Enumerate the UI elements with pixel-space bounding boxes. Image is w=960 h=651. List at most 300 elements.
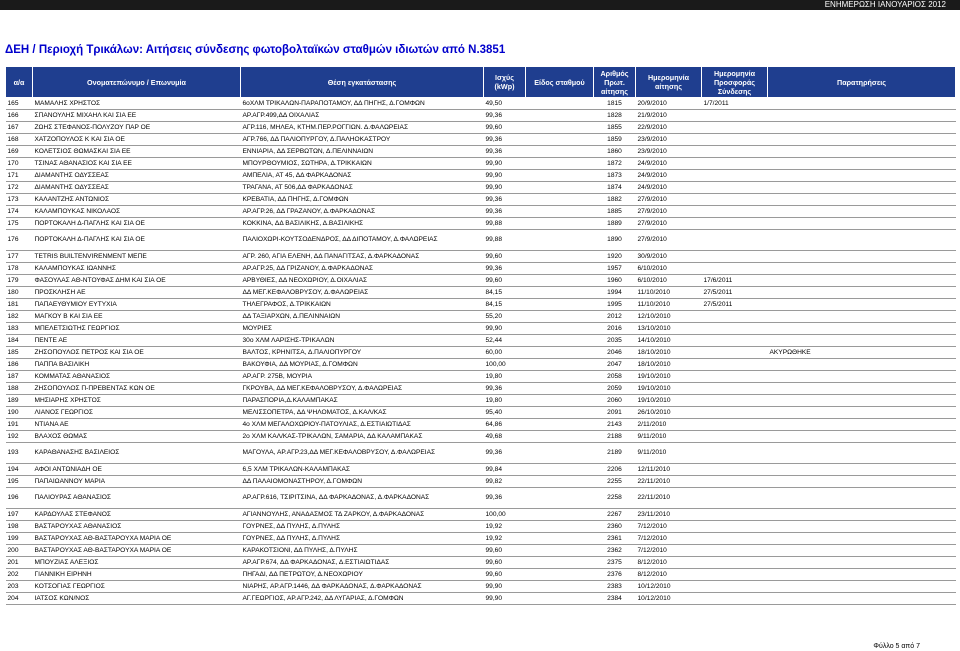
table-cell: 2188 (594, 431, 636, 443)
table-cell: 22/11/2010 (636, 476, 702, 488)
table-cell: 99,88 (484, 218, 526, 230)
table-cell: 18/10/2010 (636, 359, 702, 371)
table-cell: 8/12/2010 (636, 569, 702, 581)
table-cell: 175 (6, 218, 33, 230)
table-cell: 170 (6, 158, 33, 170)
table-cell (768, 134, 956, 146)
table-cell (526, 311, 594, 323)
table-cell: ΔΔ ΠΑΛΑΙΟΜΟΝΑΣΤΗΡΟΥ, Δ.ΓΟΜΦΩΝ (241, 476, 484, 488)
table-cell: ΛΙΑΝΟΣ ΓΕΩΡΓΙΟΣ (33, 407, 241, 419)
table-row (6, 359, 956, 371)
table-cell: ΒΑΣΤΑΡΟΥΧΑΣ ΑΘ-ΒΑΣΤΑΡΟΥΧΑ ΜΑΡΙΑ ΟΕ (33, 545, 241, 557)
table-cell (526, 122, 594, 134)
table-cell: 1920 (594, 251, 636, 263)
table-row (6, 383, 956, 395)
table-cell: 19,92 (484, 521, 526, 533)
table-cell (702, 545, 768, 557)
table-cell: 99,82 (484, 476, 526, 488)
table-cell: 189 (6, 395, 33, 407)
table-cell (768, 299, 956, 311)
table-cell: 17/6/2011 (702, 275, 768, 287)
column-header: Ισχύς (kWp) (484, 67, 526, 98)
table-cell: 19/10/2010 (636, 383, 702, 395)
table-cell (526, 557, 594, 569)
table-cell: 27/5/2011 (702, 287, 768, 299)
table-cell: 49,68 (484, 431, 526, 443)
table-cell (702, 407, 768, 419)
table-cell (526, 323, 594, 335)
table-cell: 177 (6, 251, 33, 263)
table-cell: 20/9/2010 (636, 98, 702, 110)
table-cell: 200 (6, 545, 33, 557)
table-cell (526, 521, 594, 533)
table-cell: 185 (6, 347, 33, 359)
table-cell (702, 488, 768, 509)
table-cell: 2361 (594, 533, 636, 545)
table-cell (526, 206, 594, 218)
table-cell: 1995 (594, 299, 636, 311)
table-cell (702, 335, 768, 347)
table-cell: 184 (6, 335, 33, 347)
table-cell (702, 593, 768, 605)
column-header: α/α (6, 67, 33, 98)
table-cell: ΤΗΛΕΓΡΑΦΟΣ, Δ.ΤΡΙΚΚΑΙΩΝ (241, 299, 484, 311)
table-cell: 197 (6, 509, 33, 521)
table-cell: ΒΛΑΧΟΣ ΘΩΜΑΣ (33, 431, 241, 443)
table-row (6, 419, 956, 431)
table-cell: ΜΠΟΥΖΙΑΣ ΑΛΕΞΙΟΣ (33, 557, 241, 569)
table-cell: ΑΜΠΕΛΙΑ, ΑΤ 45, ΔΔ ΦΑΡΚΑΔΟΝΑΣ (241, 170, 484, 182)
table-cell (702, 581, 768, 593)
table-cell: 84,15 (484, 287, 526, 299)
table-cell: ΑΡ.ΑΓΡ.616, ΤΣΙΡΙΤΣΙΝΑ, ΔΔ ΦΑΡΚΑΔΟΝΑΣ, Δ.ΦΑΡΚΑΔΟΝΑΣ (241, 488, 484, 509)
table-row (6, 311, 956, 323)
table-cell: ΑΡ.ΑΓΡ.674, ΔΔ ΦΑΡΚΑΔΟΝΑΣ, Δ.ΕΣΤΙΑΙΩΤΙΔΑΣ (241, 557, 484, 569)
table-cell (526, 299, 594, 311)
table-cell: 169 (6, 146, 33, 158)
table-cell (768, 464, 956, 476)
table-cell (768, 230, 956, 251)
table-cell: 10/12/2010 (636, 581, 702, 593)
table-cell: 196 (6, 488, 33, 509)
table-cell: ΑΡ.ΑΓΡ.26, ΔΔ ΓΡΑΖΑΝΟΥ, Δ.ΦΑΡΚΑΔΟΝΑΣ (241, 206, 484, 218)
table-cell (768, 359, 956, 371)
table-cell (768, 593, 956, 605)
table-cell: 2/11/2010 (636, 419, 702, 431)
table-cell: 55,20 (484, 311, 526, 323)
table-cell: 195 (6, 476, 33, 488)
table-cell (702, 122, 768, 134)
table-cell (702, 182, 768, 194)
table-cell: 188 (6, 383, 33, 395)
table-cell: 178 (6, 263, 33, 275)
table-cell: ΜΠΟΥΡΘΟΥΜΙΟΣ, ΣΩΤΗΡΑ, Δ.ΤΡΙΚΚΑΙΩΝ (241, 158, 484, 170)
table-cell: 4ο ΧΛΜ ΜΕΓΑΛΟΧΩΡΙΟΥ-ΠΑΤΟΥΛΙΑΣ, Δ.ΕΣΤΙΑΙΩΤΙΔΑΣ (241, 419, 484, 431)
table-cell (526, 98, 594, 110)
table-cell: 6οΧΛΜ ΤΡΙΚΑΛΩΝ-ΠΑΡΑΠΟΤΑΜΟΥ, ΔΔ ΠΗΓΗΣ, Δ.ΓΟΜΦΩΝ (241, 98, 484, 110)
column-header: Παρατηρήσεις (768, 67, 956, 98)
table-cell (702, 383, 768, 395)
table-cell (702, 263, 768, 275)
table-cell: 22/11/2010 (636, 488, 702, 509)
table-cell (702, 323, 768, 335)
table-cell: 27/9/2010 (636, 230, 702, 251)
table-cell: 27/5/2011 (702, 299, 768, 311)
table-row (6, 593, 956, 605)
table-cell: 30/9/2010 (636, 251, 702, 263)
table-cell: 99,36 (484, 110, 526, 122)
table-cell: 99,90 (484, 182, 526, 194)
table-cell: ΔΙΑΜΑΝΤΗΣ ΟΔΥΣΣΕΑΣ (33, 170, 241, 182)
table-cell: ΝΤΙΑΝΑ ΑΕ (33, 419, 241, 431)
table-cell: 1882 (594, 194, 636, 206)
table-cell: 52,44 (484, 335, 526, 347)
table-row (6, 206, 956, 218)
table-cell: 99,36 (484, 443, 526, 464)
column-header: Ονοματεπώνυμο / Επωνυμία (33, 67, 241, 98)
table-cell: 21/9/2010 (636, 110, 702, 122)
table-cell: 6,5 ΧΛΜ ΤΡΙΚΑΛΩΝ-ΚΑΛΑΜΠΑΚΑΣ (241, 464, 484, 476)
table-cell: 23/9/2010 (636, 134, 702, 146)
table-cell: ΚΟΜΜΑΤΑΣ ΑΘΑΝΑΣΙΟΣ (33, 371, 241, 383)
table-cell: 190 (6, 407, 33, 419)
table-cell: 99,36 (484, 134, 526, 146)
table-cell: 64,86 (484, 419, 526, 431)
table-cell: 99,60 (484, 122, 526, 134)
table-cell: TETRIS BUILTENVIRENMENT ΜΕΠΕ (33, 251, 241, 263)
table-cell: 49,50 (484, 98, 526, 110)
table-cell: ΚΑΛΑΝΤΖΗΣ ΑΝΤΩΝΙΟΣ (33, 194, 241, 206)
table-cell: 2376 (594, 569, 636, 581)
table-cell: ΚΑΡΔΟΥΛΑΣ ΣΤΕΦΑΝΟΣ (33, 509, 241, 521)
table-cell: ΜΗΣΙΑΡΗΣ ΧΡΗΣΤΟΣ (33, 395, 241, 407)
table-cell: 2206 (594, 464, 636, 476)
table-cell: 100,00 (484, 359, 526, 371)
table-row (6, 581, 956, 593)
table-cell: ΜΟΥΡΙΕΣ (241, 323, 484, 335)
table-row (6, 395, 956, 407)
table-cell (526, 182, 594, 194)
table-cell: 99,60 (484, 275, 526, 287)
table-cell: 204 (6, 593, 33, 605)
table-cell: 11/10/2010 (636, 287, 702, 299)
table-cell: 84,15 (484, 299, 526, 311)
table-cell: 2060 (594, 395, 636, 407)
table-cell: 99,36 (484, 488, 526, 509)
table-cell: 60,00 (484, 347, 526, 359)
table-cell: 2058 (594, 371, 636, 383)
table-cell: ΚΑΡΑΘΑΝΑΣΗΣ ΒΑΣΙΛΕΙΟΣ (33, 443, 241, 464)
table-cell (768, 170, 956, 182)
table-cell: ΚΟΤΣΟΓΙΑΣ ΓΕΩΡΓΙΟΣ (33, 581, 241, 593)
table-cell: 186 (6, 359, 33, 371)
table-cell: 203 (6, 581, 33, 593)
table-cell (526, 287, 594, 299)
table-row (6, 263, 956, 275)
table-cell: 14/10/2010 (636, 335, 702, 347)
table-cell: ΔΔ ΤΑΞΙΑΡΧΩΝ, Δ.ΠΕΛΙΝΝΑΙΩΝ (241, 311, 484, 323)
table-body (6, 98, 956, 605)
table-cell (702, 395, 768, 407)
table-cell (702, 509, 768, 521)
applications-table (5, 66, 956, 605)
table-cell (768, 569, 956, 581)
table-cell (702, 158, 768, 170)
table-cell (768, 287, 956, 299)
table-cell: ΠΕΝΤΕ ΑΕ (33, 335, 241, 347)
table-cell (702, 146, 768, 158)
table-cell: 194 (6, 464, 33, 476)
table-cell (702, 230, 768, 251)
top-bar (0, 0, 960, 10)
table-cell: 19,92 (484, 533, 526, 545)
table-cell: ΓΟΥΡΝΕΣ, ΔΔ ΠΥΛΗΣ, Δ.ΠΥΛΗΣ (241, 533, 484, 545)
table-cell: ΙΑΤΣΟΣ ΚΩΝ/ΝΟΣ (33, 593, 241, 605)
table-row (6, 347, 956, 359)
table-cell: 1960 (594, 275, 636, 287)
table-cell: 9/11/2010 (636, 431, 702, 443)
table-cell: 11/10/2010 (636, 299, 702, 311)
table-cell: 99,90 (484, 158, 526, 170)
table-cell (526, 371, 594, 383)
table-cell: ΤΣΙΝΑΣ ΑΘΑΝΑΣΙΟΣ ΚΑΙ ΣΙΑ ΕΕ (33, 158, 241, 170)
table-cell: 99,60 (484, 545, 526, 557)
table-cell (526, 488, 594, 509)
table-cell: ΠΑΠΑΕΥΘΥΜΙΟΥ ΕΥΤΥΧΙΑ (33, 299, 241, 311)
table-cell (526, 230, 594, 251)
table-cell (702, 251, 768, 263)
table-cell: 1994 (594, 287, 636, 299)
table-cell (768, 263, 956, 275)
table-cell: 181 (6, 299, 33, 311)
table-cell: ΚΟΚΚΙΝΑ, ΔΔ ΒΑΣΙΛΙΚΗΣ, Δ.ΒΑΣΙΛΙΚΗΣ (241, 218, 484, 230)
table-row (6, 299, 956, 311)
table-cell: 10/12/2010 (636, 593, 702, 605)
table-cell: 8/12/2010 (636, 557, 702, 569)
table-cell: 1855 (594, 122, 636, 134)
table-cell: 2189 (594, 443, 636, 464)
table-cell: 23/9/2010 (636, 146, 702, 158)
table-cell (526, 419, 594, 431)
table-cell (768, 194, 956, 206)
table-cell (768, 146, 956, 158)
table-cell: 180 (6, 287, 33, 299)
table-cell: 23/11/2010 (636, 509, 702, 521)
column-header: Θέση εγκατάστασης (241, 67, 484, 98)
table-cell (526, 431, 594, 443)
table-row (6, 476, 956, 488)
table-row (6, 98, 956, 110)
table-cell: ΜΠΕΛΕΤΣΙΩΤΗΣ ΓΕΩΡΓΙΟΣ (33, 323, 241, 335)
table-cell: 165 (6, 98, 33, 110)
table-cell: ΠΟΡΤΟΚΑΛΗ Δ-ΠΑΓΛΗΣ ΚΑΙ ΣΙΑ ΟΕ (33, 230, 241, 251)
table-cell: 2ο ΧΛΜ ΚΑΛ/ΚΑΣ-ΤΡΙΚΑΛΩΝ, ΣΑΜΑΡΙΑ, ΔΔ ΚΑΛΑΜΠΑΚΑΣ (241, 431, 484, 443)
table-cell: 99,36 (484, 383, 526, 395)
table-cell (702, 464, 768, 476)
table-cell: 12/10/2010 (636, 311, 702, 323)
table-cell: 13/10/2010 (636, 323, 702, 335)
table-cell: 19,80 (484, 371, 526, 383)
table-cell: 191 (6, 419, 33, 431)
table-cell: 30ο ΧΛΜ ΛΑΡΙΣΗΣ-ΤΡΙΚΑΛΩΝ (241, 335, 484, 347)
table-row (6, 323, 956, 335)
table-cell: ΠΑΛΙΟΧΩΡΙ-ΚΟΥΤΣΟΔΕΝΔΡΟΣ, ΔΔ ΔΙΠΟΤΑΜΟΥ, Δ.ΦΑΛΩΡΕΙΑΣ (241, 230, 484, 251)
table-cell: ΑΡ.ΑΓΡ. 275Β, ΜΟΥΡΙΑ (241, 371, 484, 383)
table-cell: 99,36 (484, 146, 526, 158)
table-cell: 2059 (594, 383, 636, 395)
table-cell: ΜΑΜΑΛΗΣ ΧΡΗΣΤΟΣ (33, 98, 241, 110)
table-cell (526, 476, 594, 488)
table-cell (526, 194, 594, 206)
table-cell: ΑΡ.ΑΓΡ.499,ΔΔ ΟΙΧΑΛΙΑΣ (241, 110, 484, 122)
table-cell (702, 347, 768, 359)
table-cell: 2267 (594, 509, 636, 521)
table-cell: ΔΙΑΜΑΝΤΗΣ ΟΔΥΣΣΕΑΣ (33, 182, 241, 194)
table-cell: 24/9/2010 (636, 158, 702, 170)
table-cell: ΠΗΓΑΔΙ, ΔΔ ΠΕΤΡΩΤΟΥ, Δ.ΝΕΟΧΩΡΙΟΥ (241, 569, 484, 581)
table-cell: ΑΡ.ΑΓΡ.25, ΔΔ ΓΡΙΖΑΝΟΥ, Δ.ΦΑΡΚΑΔΟΝΑΣ (241, 263, 484, 275)
table-cell: ΑΚΥΡΩΘΗΚΕ (768, 347, 956, 359)
table-cell: ΓΟΥΡΝΕΣ, ΔΔ ΠΥΛΗΣ, Δ.ΠΥΛΗΣ (241, 521, 484, 533)
table-cell (768, 251, 956, 263)
table-row (6, 488, 956, 509)
table-cell (768, 182, 956, 194)
table-cell (768, 383, 956, 395)
table-cell: 192 (6, 431, 33, 443)
table-cell: 183 (6, 323, 33, 335)
table-cell (768, 206, 956, 218)
table-cell: ΠΡΟΣΚΛΗΣΗ ΑΕ (33, 287, 241, 299)
table-row (6, 521, 956, 533)
page-footer: Φύλλο 5 από 7 (873, 643, 920, 650)
table-cell: 99,60 (484, 251, 526, 263)
table-cell (702, 569, 768, 581)
table-cell (768, 98, 956, 110)
table-cell: ΜΑΓΚΟΥ Β ΚΑΙ ΣΙΑ ΕΕ (33, 311, 241, 323)
table-cell (768, 395, 956, 407)
table-cell (768, 488, 956, 509)
table-cell: 171 (6, 170, 33, 182)
table-row (6, 218, 956, 230)
table-cell: 201 (6, 557, 33, 569)
table-cell (702, 134, 768, 146)
table-cell (526, 407, 594, 419)
table-cell: 174 (6, 206, 33, 218)
table-cell: 2362 (594, 545, 636, 557)
table-cell: ΓΙΑΝΝΙΚΗ ΕΙΡΗΝΗ (33, 569, 241, 581)
table-row (6, 287, 956, 299)
table-cell: 1873 (594, 170, 636, 182)
table-cell: ΔΔ ΜΕΓ.ΚΕΦΑΛΟΒΡΥΣΟΥ, Δ.ΦΑΛΩΡΕΙΑΣ (241, 287, 484, 299)
table-cell: 1859 (594, 134, 636, 146)
table-cell (526, 545, 594, 557)
table-cell: 179 (6, 275, 33, 287)
table-cell (526, 395, 594, 407)
table-cell: 6/10/2010 (636, 275, 702, 287)
table-cell: 1874 (594, 182, 636, 194)
table-cell (768, 311, 956, 323)
table-cell (526, 335, 594, 347)
table-cell: 9/11/2010 (636, 443, 702, 464)
table-cell (702, 194, 768, 206)
table-row (6, 533, 956, 545)
table-row (6, 407, 956, 419)
table-cell (768, 419, 956, 431)
column-header: Ημερομηνία αίτησης (636, 67, 702, 98)
table-cell: ΚΑΡΑΚΟΤΣΙΟΝΙ, ΔΔ ΠΥΛΗΣ, Δ.ΠΥΛΗΣ (241, 545, 484, 557)
column-header: Αριθμός Πρωτ. αίτησης (594, 67, 636, 98)
table-cell: ΑΡΒΥΘΙΕΣ, ΔΔ ΝΕΟΧΩΡΙΟΥ, Δ.ΟΙΧΑΛΙΑΣ (241, 275, 484, 287)
table-cell (526, 569, 594, 581)
table-cell (526, 359, 594, 371)
table-cell (702, 206, 768, 218)
table-row (6, 545, 956, 557)
table-cell (768, 218, 956, 230)
table-cell (768, 335, 956, 347)
table-cell: ΒΑΣΤΑΡΟΥΧΑΣ ΑΘ-ΒΑΣΤΑΡΟΥΧΑ ΜΑΡΙΑ ΟΕ (33, 533, 241, 545)
table-cell: ΠΑΠΑΙΩΑΝΝΟΥ ΜΑΡΙΑ (33, 476, 241, 488)
table-cell: 18/10/2010 (636, 347, 702, 359)
table-cell (768, 545, 956, 557)
table-cell (768, 443, 956, 464)
table-cell: 12/11/2010 (636, 464, 702, 476)
table-cell (702, 419, 768, 431)
table-cell (768, 476, 956, 488)
table-cell: 173 (6, 194, 33, 206)
table-row (6, 230, 956, 251)
table-cell (768, 122, 956, 134)
table-cell: 202 (6, 569, 33, 581)
table-cell: ΦΑΣΟΥΛΑΣ ΑΘ-ΝΤΟΥΦΑΣ ΔΗΜ ΚΑΙ ΣΙΑ ΟΕ (33, 275, 241, 287)
table-cell (702, 557, 768, 569)
table-cell: 19/10/2010 (636, 371, 702, 383)
table-cell: 2047 (594, 359, 636, 371)
table-cell: 1815 (594, 98, 636, 110)
table-cell: 99,90 (484, 323, 526, 335)
table-row (6, 251, 956, 263)
table-cell: 1957 (594, 263, 636, 275)
table-cell: 1828 (594, 110, 636, 122)
table-cell (702, 476, 768, 488)
table-cell: 7/12/2010 (636, 533, 702, 545)
table-cell: ΧΑΤΖΟΠΟΥΛΟΣ Κ ΚΑΙ ΣΙΑ ΟΕ (33, 134, 241, 146)
table-row (6, 170, 956, 182)
table-cell: 2258 (594, 488, 636, 509)
table-cell: 100,00 (484, 509, 526, 521)
table-cell: ΚΑΛΑΜΠΟΥΚΑΣ ΝΙΚΟΛΑΟΣ (33, 206, 241, 218)
table-cell (526, 509, 594, 521)
table-cell: 2383 (594, 581, 636, 593)
table-cell (526, 170, 594, 182)
table-row (6, 443, 956, 464)
table-cell (702, 110, 768, 122)
table-cell: 2091 (594, 407, 636, 419)
table-cell (526, 146, 594, 158)
table-cell: ΑΓΡ.116, ΜΗΛΕΑ, ΚΤΗΜ.ΠΕΡ.ΡΟΓΓΙΩΝ. Δ.ΦΑΛΩΡΕΙΑΣ (241, 122, 484, 134)
table-cell: 2384 (594, 593, 636, 605)
table-cell: 167 (6, 122, 33, 134)
table-cell: ΑΓΡ.766, ΔΔ ΠΑΛΙΟΠΥΡΓΟΥ, Δ.ΠΑΛΗΟΚΑΣΤΡΟΥ (241, 134, 484, 146)
table-cell: 2046 (594, 347, 636, 359)
table-row (6, 371, 956, 383)
table-cell: ΝΙΑΡΗΣ, ΑΡ.ΑΓΡ.1446, ΔΔ ΦΑΡΚΑΔΟΝΑΣ, Δ.ΦΑΡΚΑΔΟΝΑΣ (241, 581, 484, 593)
table-cell: 99,90 (484, 593, 526, 605)
table-cell: 6/10/2010 (636, 263, 702, 275)
column-header: Είδος σταθμού (526, 67, 594, 98)
table-cell (526, 593, 594, 605)
table-cell: ΠΑΛΙΟΥΡΑΣ ΑΘΑΝΑΣΙΟΣ (33, 488, 241, 509)
table-cell: ΤΡΑΓΑΝΑ, ΑΤ 506,ΔΔ ΦΑΡΚΑΔΟΝΑΣ (241, 182, 484, 194)
